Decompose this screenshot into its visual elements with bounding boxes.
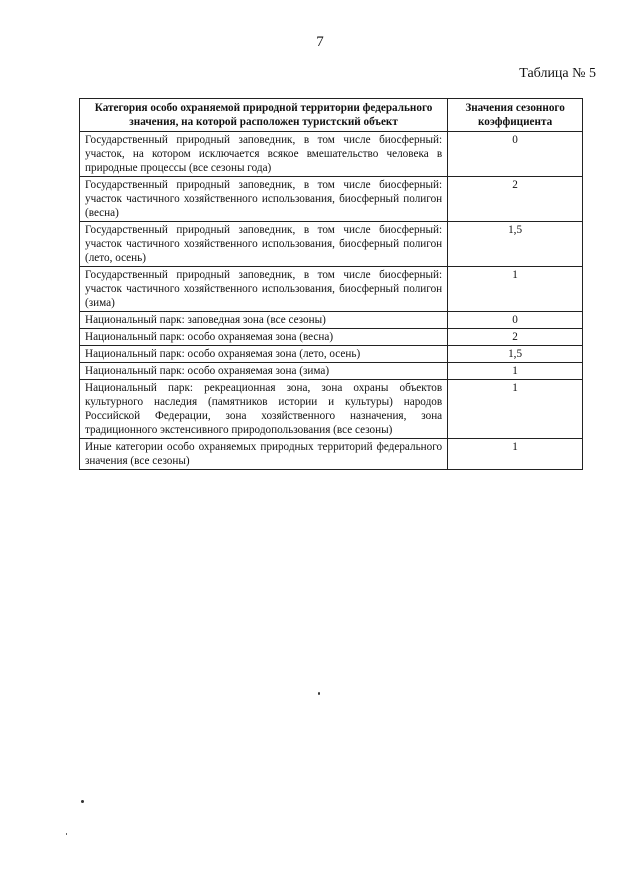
row-category: Государственный природный заповедник, в том числе биосферный: участок частичного хозяйственного использования, биосферный полигон (весна) [80,177,448,222]
row-category: Национальный парк: особо охраняемая зона (лето, осень) [80,346,448,363]
row-value: 1,5 [448,222,583,267]
scan-speck [81,800,84,803]
row-category: Национальный парк: заповедная зона (все сезоны) [80,312,448,329]
row-value: 1 [448,267,583,312]
table-row [80,132,583,177]
row-value: 1 [448,380,583,439]
table-row [80,312,583,329]
table-row [80,380,583,439]
header-value: Значения сезонного коэффициента [448,99,583,132]
table-row [80,267,583,312]
page-number: 7 [316,34,324,50]
table-header-row [80,99,583,132]
table-row [80,363,583,380]
scan-speck [66,833,67,835]
table-row [80,346,583,363]
row-category: Национальный парк: особо охраняемая зона (зима) [80,363,448,380]
table-caption: Таблица № 5 [519,66,596,81]
row-category: Иные категории особо охраняемых природных территорий федерального значения (все сезоны) [80,439,448,470]
seasonal-coefficient-table [79,98,583,470]
row-value: 1 [448,439,583,470]
row-category: Государственный природный заповедник, в том числе биосферный: участок частичного хозяйственного использования, биосферный полигон (лето, осень) [80,222,448,267]
header-category: Категория особо охраняемой природной территории федерального значения, на которой расположен туристский объект [80,99,448,132]
scan-speck [318,692,320,695]
row-value: 1,5 [448,346,583,363]
row-value: 0 [448,132,583,177]
row-value: 1 [448,363,583,380]
row-category: Национальный парк: рекреационная зона, зона охраны объектов культурного наследия (памятников истории и культуры) народов Российской Федерации, зона хозяйственного назначения, зона традиционного экстенсивного природопользования (все сезоны) [80,380,448,439]
row-category: Государственный природный заповедник, в том числе биосферный: участок частичного хозяйственного использования, биосферный полигон (зима) [80,267,448,312]
table-row [80,222,583,267]
table-row [80,177,583,222]
row-value: 2 [448,329,583,346]
row-value: 0 [448,312,583,329]
row-category: Национальный парк: особо охраняемая зона (весна) [80,329,448,346]
table-row [80,439,583,470]
table-row [80,329,583,346]
row-value: 2 [448,177,583,222]
row-category: Государственный природный заповедник, в том числе биосферный: участок, на котором исключается всякое вмешательство человека в природные процессы (все сезоны года) [80,132,448,177]
